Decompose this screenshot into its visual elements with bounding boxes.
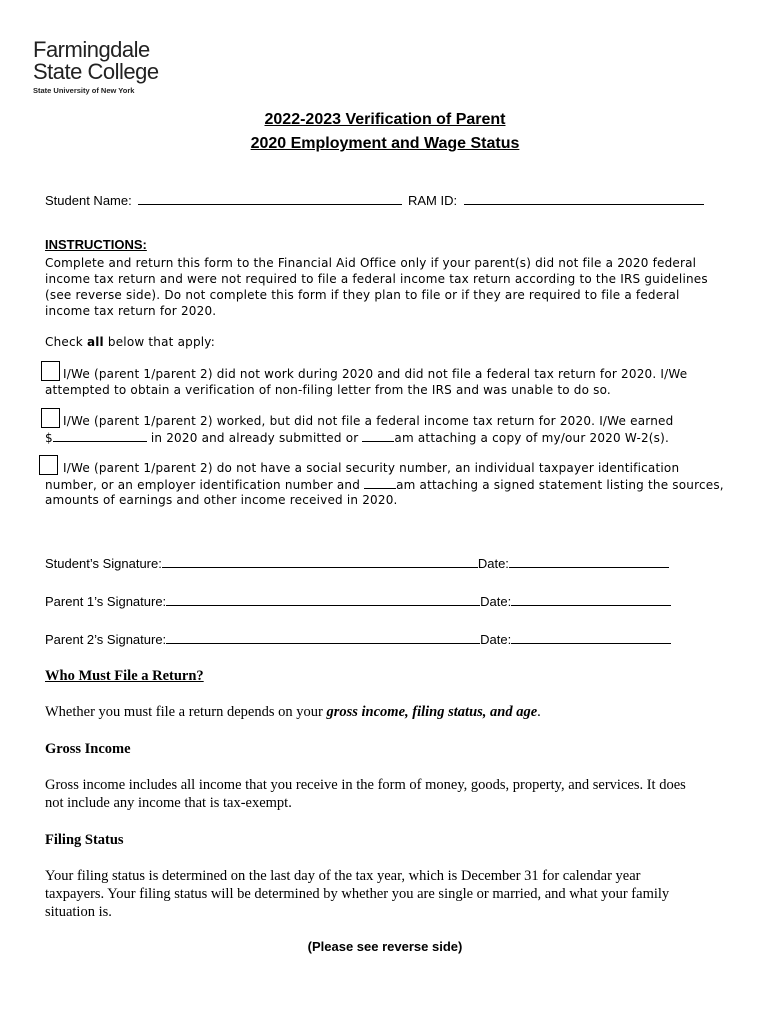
option-2-line-1: I/We (parent 1/parent 2) worked, but did not file a federal income tax return for 2020. I/We earned — [63, 414, 674, 428]
instructions-line-1: Complete and return this form to the Financial Aid Office only if your parent(s) did not file a 2020 federal — [45, 256, 697, 270]
dollar-sign: $ — [45, 431, 53, 445]
instructions-line-2: income tax return and were not required to file a federal income tax return according to the IRS guidelines — [45, 272, 708, 286]
parent1-signature-row — [45, 593, 671, 610]
option-1-line-2: attempted to obtain a verification of non-filing letter from the IRS and was unable to do so. — [45, 383, 611, 397]
filing-status-line-3: situation is. — [45, 904, 112, 920]
check-all-line — [45, 334, 215, 350]
option-2-attaching: am attaching a copy of my/our 2020 W-2(s). — [394, 431, 670, 445]
option-3-line-2 — [45, 476, 724, 493]
gross-income-heading: Gross Income — [45, 741, 131, 757]
logo-subtitle: State University of New York — [33, 86, 135, 95]
option-1-line-1: I/We (parent 1/parent 2) did not work during 2020 and did not file a federal tax return for 2020. I/We — [63, 367, 688, 381]
parent1-signature-label: Parent 1’s Signature: — [45, 594, 167, 609]
already-submitted-blank[interactable] — [362, 429, 394, 442]
option-2-checkbox[interactable] — [41, 408, 60, 428]
option-3-line-3: amounts of earnings and other income received in 2020. — [45, 493, 398, 507]
logo-line-2: State College — [33, 59, 159, 84]
check-prefix: Check — [45, 335, 83, 349]
parent1-date-field[interactable] — [511, 593, 671, 606]
parent2-date-label: Date: — [480, 632, 512, 647]
parent1-date-label: Date: — [480, 594, 512, 609]
option-2-in-2020: in 2020 and already submitted or — [150, 431, 359, 445]
filing-status-heading: Filing Status — [45, 832, 124, 848]
option-3-checkbox[interactable] — [39, 455, 58, 475]
student-name-label: Student Name: — [45, 193, 132, 208]
option-2-line-2 — [45, 429, 669, 446]
intro-emphasis: gross income, filing status, and age — [326, 704, 538, 720]
parent2-signature-row — [45, 631, 671, 648]
logo-line-1: Farmingdale — [33, 37, 150, 62]
gross-income-line-2: not include any income that is tax-exempt. — [45, 795, 292, 811]
filing-status-line-1: Your filing status is determined on the last day of the tax year, which is December 31 for calendar year — [45, 868, 641, 884]
student-signature-row — [45, 555, 669, 572]
student-date-label: Date: — [477, 556, 509, 571]
parent2-signature-label: Parent 2’s Signature: — [45, 632, 167, 647]
student-signature-label: Student’s Signature: — [45, 556, 162, 571]
intro-text: Whether you must file a return depends on your — [45, 704, 323, 720]
check-suffix: below that apply: — [107, 335, 215, 349]
student-signature-field[interactable] — [162, 555, 478, 568]
intro-period: . — [537, 704, 541, 720]
who-must-file-intro — [45, 703, 541, 721]
option-1-checkbox[interactable] — [41, 361, 60, 381]
ram-id-field[interactable] — [464, 192, 704, 205]
student-name-row — [45, 192, 704, 209]
filing-status-line-2: taxpayers. Your filing status will be determined by whether you are single or married, and what your family — [45, 886, 670, 902]
title-line-2: 2020 Employment and Wage Status — [250, 135, 520, 152]
parent1-signature-field[interactable] — [166, 593, 480, 606]
instructions-line-4: income tax return for 2020. — [45, 304, 217, 318]
parent2-signature-field[interactable] — [166, 631, 480, 644]
earned-amount-field[interactable] — [53, 429, 147, 442]
reverse-side-note: (Please see reverse side) — [307, 939, 463, 954]
parent2-date-field[interactable] — [511, 631, 671, 644]
option-3-number-text: number, or an employer identification number and — [45, 478, 361, 492]
instructions-line-3: (see reverse side). Do not complete this form if they plan to file or if they are required to file a federal — [45, 288, 680, 302]
instructions-heading: INSTRUCTIONS: — [45, 237, 147, 252]
student-date-field[interactable] — [509, 555, 669, 568]
title-line-1: 2022-2023 Verification of Parent — [264, 111, 506, 128]
option-3-attaching: am attaching a signed statement listing the sources, — [396, 478, 724, 492]
gross-income-line-1: Gross income includes all income that you receive in the form of money, goods, property, and services. It does — [45, 777, 686, 793]
who-must-file-heading: Who Must File a Return? — [45, 668, 204, 684]
option-3-line-1: I/We (parent 1/parent 2) do not have a social security number, an individual taxpayer identification — [63, 461, 680, 475]
attaching-statement-blank[interactable] — [364, 476, 396, 489]
check-all-emphasis: all — [86, 335, 104, 349]
student-name-field[interactable] — [138, 192, 402, 205]
ram-id-label: RAM ID: — [407, 193, 458, 208]
